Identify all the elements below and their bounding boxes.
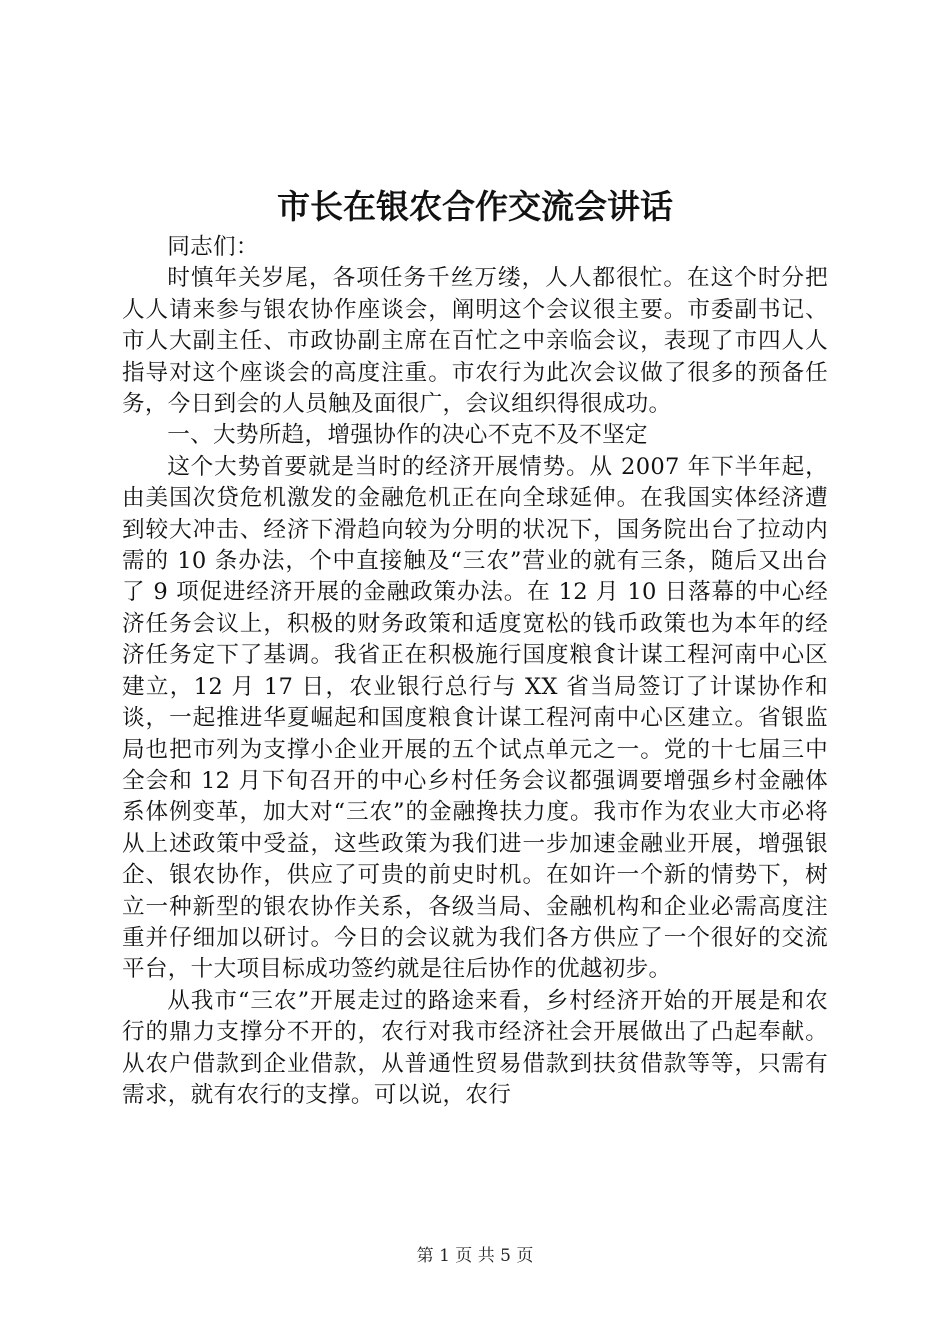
document-body xyxy=(122,232,828,1111)
section-heading: 一、大势所趋，增强协作的决心不克不及不坚定 xyxy=(167,422,648,449)
body-paragraph: 从我市“三农”开展走过的路途来看，乡村经济开始的开展是和农行的鼎力支撑分不开的，农行对我市经济社会开展做出了凸起奉献。从农户借款到企业借款，从普通性贸易借款到扶贫借款等等，只需有需求，就有农行的支撑。可以说，农行 xyxy=(122,987,828,1108)
document-title: 市长在银农合作交流会讲话 xyxy=(277,187,673,226)
body-paragraph: 这个大势首要就是当时的经济开展情势。从 2007 年下半年起，由美国次贷危机激发的金融危机正在向全球延伸。在我国实体经济遭到较大冲击、经济下滑趋向较为分明的状况下，国务院出台了拉动内需的 10 条办法，个中直接触及“三农”营业的就有三条，随后又出台了 9 项促进经济开展的金融政策办法。在 12 月 10 日落幕的中心经济任务会议上，积极的财务政策和适度宽松的钱币政策也为本年的经济任务定下了基调。我省正在积极施行国度粮食计谋工程河南中心区建立，12 月 17 日，农业银行总行与 XX 省当局签订了计谋协作和谈，一起推进华夏崛起和国度粮食计谋工程河南中心区建立。省银监局也把市列为支撑小企业开展的五个试点单元之一。党的十七届三中全会和 12 月下旬召开的中心乡村任务会议都强调要增强乡村金融体系体例变革，加大对“三农”的金融搀扶力度。我市作为农业大市必将从上述政策中受益，这些政策为我们进一步加速金融业开展，增强银企、银农协作，供应了可贵的前史时机。在如许一个新的情势下，树立一种新型的银农协作关系，各级当局、金融机构和企业必需高度注重并仔细加以研讨。今日的会议就为我们各方供应了一个很好的交流平台，十大项目标成功签约就是往后协作的优越初步。 xyxy=(122,453,828,983)
page-number-footer: 第 1 页 共 5 页 xyxy=(416,1246,534,1266)
opening-paragraph: 时慎年关岁尾，各项任务千丝万缕，人人都很忙。在这个时分把人人请来参与银农协作座谈会，阐明这个会议很主要。市委副书记、市人大副主任、市政协副主席在百忙之中亲临会议，表现了市四人人指导对这个座谈会的高度注重。市农行为此次会议做了很多的预备任务，今日到会的人员触及面很广，会议组织得很成功。 xyxy=(122,265,828,418)
salutation-paragraph: 同志们： xyxy=(167,234,259,260)
